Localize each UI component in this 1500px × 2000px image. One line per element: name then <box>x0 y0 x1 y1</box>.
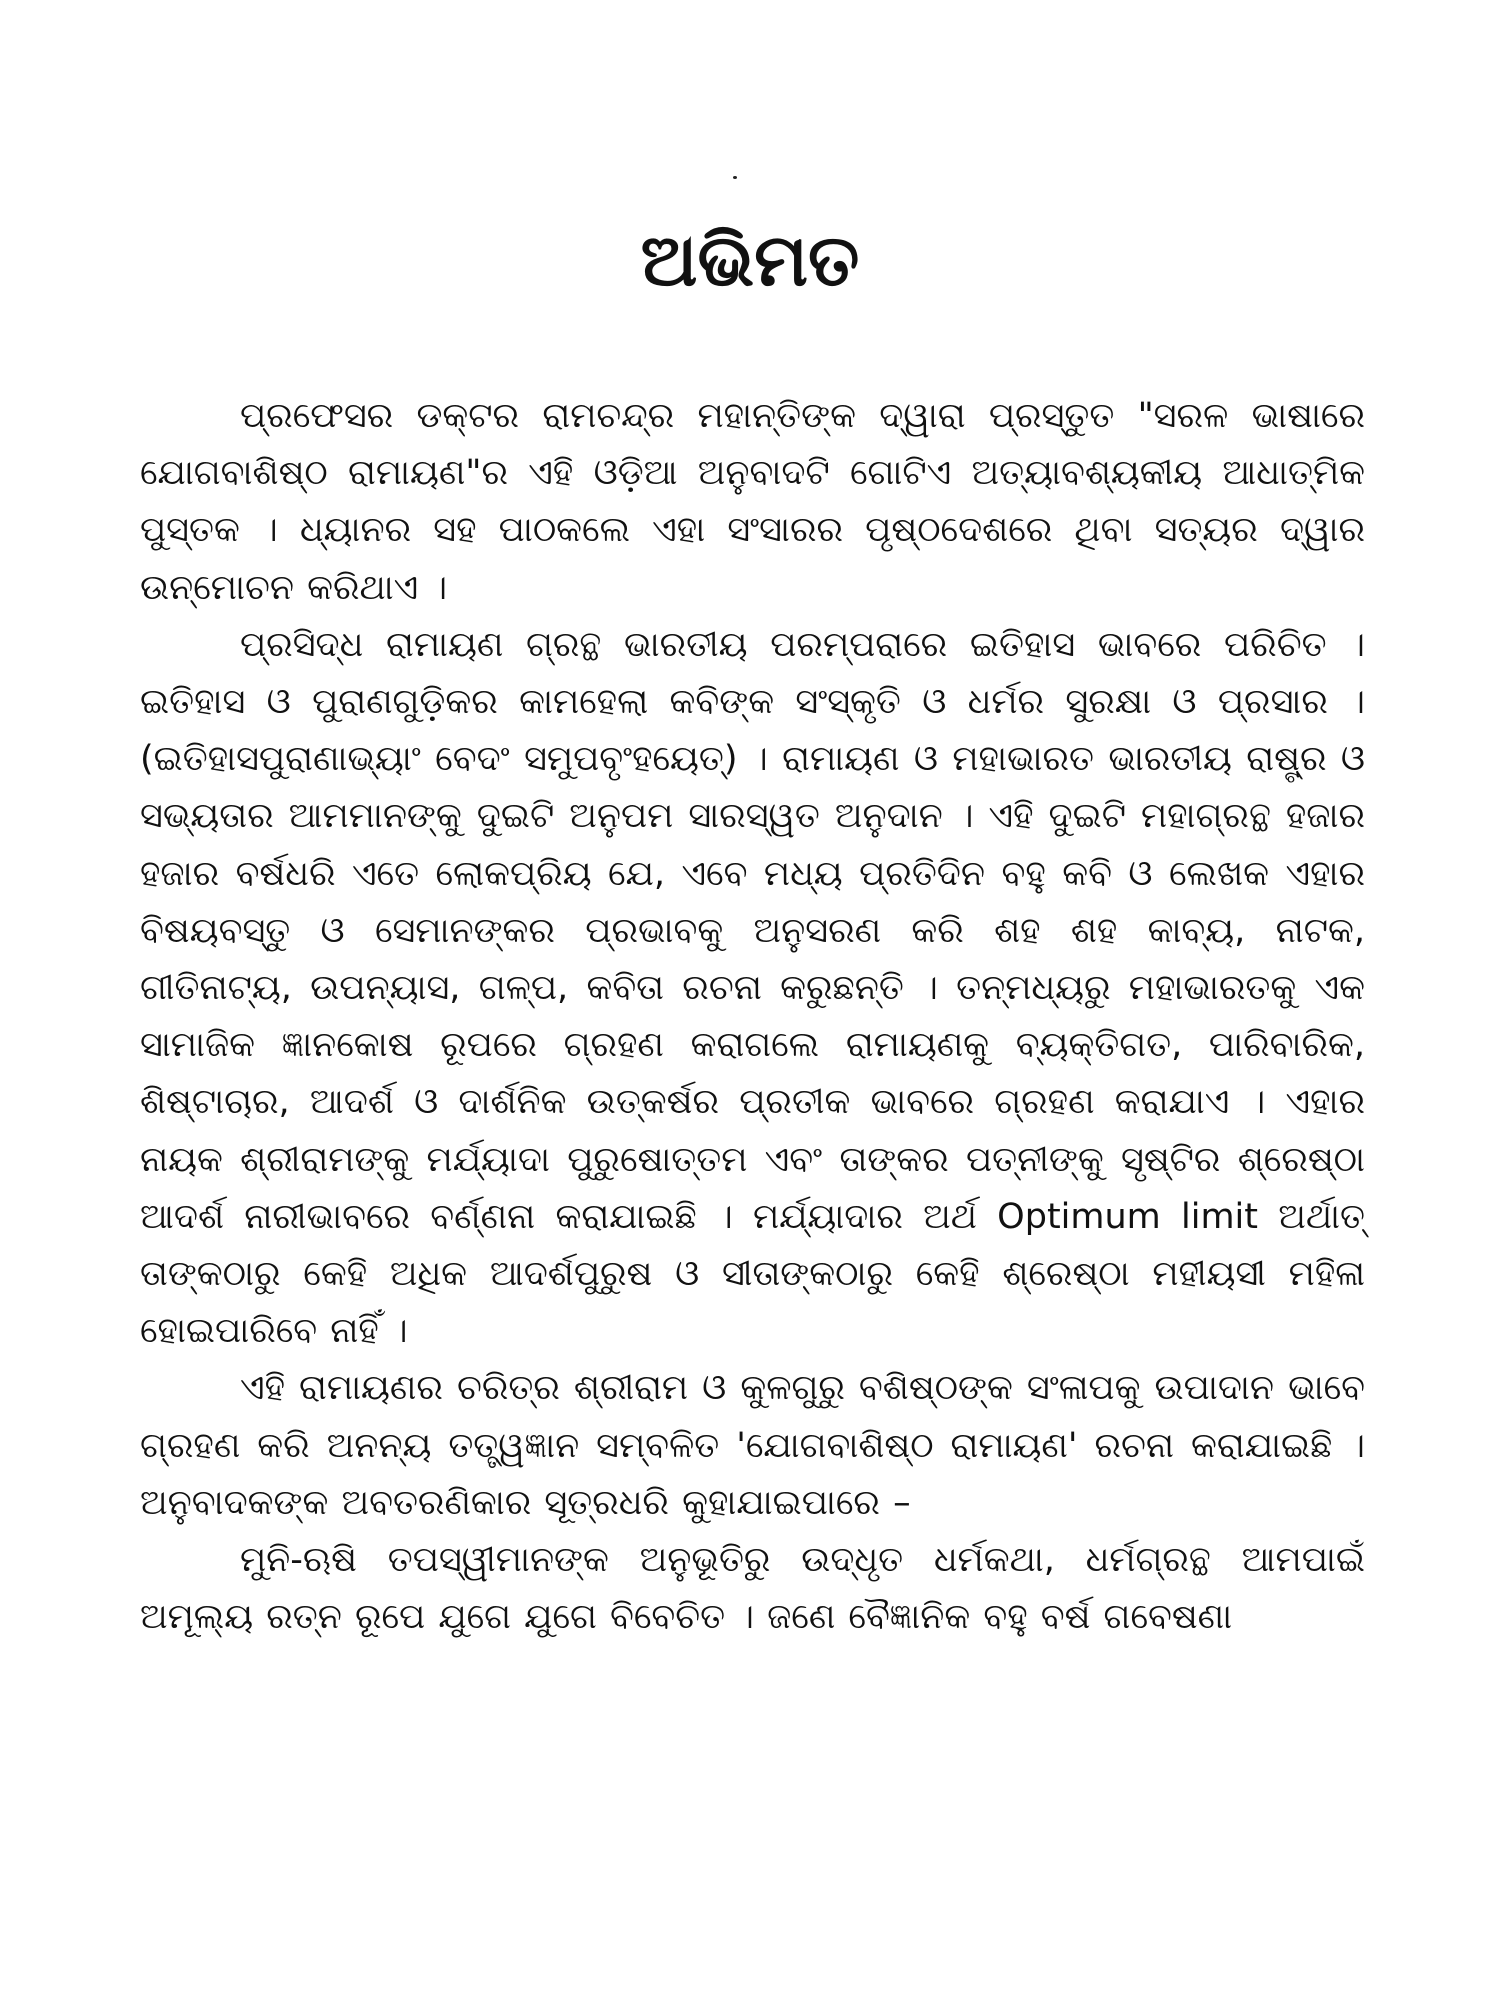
print-speck <box>733 176 737 179</box>
paragraph-1: ପ୍ରଫେସର ଡକ୍ଟର ରାମଚନ୍ଦ୍ର ମହାନ୍ତିଙ୍କ ଦ୍ୱାରା ପ୍ରସ୍ତୁତ "ସରଳ ଭାଷାରେ ଯୋଗବାଶିଷ୍ଠ ରାମାୟଣ"ର ଏହି ଓଡ଼ିଆ ଅନୁବାଦଟି ଗୋଟିଏ ଅତ୍ୟାବଶ୍ୟକୀୟ ଆଧାତ୍ମିକ ପୁସ୍ତକ । ଧ୍ୟାନର ସହ ପାଠକଲେ ଏହା ସଂସାରର ପୃଷ୍ଠଦେଶରେ ଥିବା ସତ୍ୟର ଦ୍ୱାର ଉନ୍ମୋଚନ କରିଥାଏ । <box>140 396 1365 608</box>
paragraph-4: ମୁନି-ଋଷି ତପସ୍ୱୀମାନଙ୍କ ଅନୁଭୂତିରୁ ଉଦ୍ଧୃତ ଧର୍ମକଥା, ଧର୍ମଗ୍ରନ୍ଥ ଆମପାଇଁ ଅମୂଲ୍ୟ ରତ୍ନ ରୂପେ ଯୁଗେ ଯୁଗେ ବିବେଚିତ । ଜଣେ ବୈଜ୍ଞାନିକ ବହୁ ବର୍ଷ ଗବେଷଣା <box>140 1540 1365 1638</box>
paragraph-2: ପ୍ରସିଦ୍ଧ ରାମାୟଣ ଗ୍ରନ୍ଥ ଭାରତୀୟ ପରମ୍ପରାରେ ଇତିହାସ ଭାବରେ ପରିଚିତ । ଇତିହାସ ଓ ପୁରାଣଗୁଡ଼ିକର କାମହେଲା କବିଙ୍କ ସଂସ୍କୃତି ଓ ଧର୍ମର ସୁରକ୍ଷା ଓ ପ୍ରସାର । (ଇତିହାସପୁରାଣାଭ୍ୟାଂ ବେଦଂ ସମୁପବୃଂହୟେତ୍) । ରାମାୟଣ ଓ ମହାଭାରତ ଭାରତୀୟ ରାଷ୍ଟ୍ର ଓ ସଭ୍ୟତାର ଆମମାନଙ୍କୁ ଦୁଇଟି ଅନୁପମ ସାରସ୍ୱତ ଅନୁଦାନ । ଏହି ଦୁଇଟି ମହାଗ୍ରନ୍ଥ ହଜାର ହଜାର ବର୍ଷଧରି ଏତେ ଲୋକପ୍ରିୟ ଯେ, ଏବେ ମଧ୍ୟ ପ୍ରତିଦିନ ବହୁ କବି ଓ ଲେଖକ ଏହାର ବିଷୟବସ୍ତୁ ଓ ସେମାନଙ୍କର ପ୍ରଭାବକୁ ଅନୁସରଣ କରି ଶହ ଶହ କାବ୍ୟ, ନାଟକ, ଗୀତିନାଟ୍ୟ, ଉପନ୍ୟାସ, ଗଳ୍ପ, କବିତା ରଚନା କରୁଛନ୍ତି । ତନ୍ମଧ୍ୟରୁ ମହାଭାରତକୁ ଏକ ସାମାଜିକ ଜ୍ଞାନକୋଷ ରୂପରେ ଗ୍ରହଣ କରାଗଲେ ରାମାୟଣକୁ ବ୍ୟକ୍ତିଗତ, ପାରିବାରିକ, ଶିଷ୍ଟାଚାର, ଆଦର୍ଶ ଓ ଦାର୍ଶନିକ ଉତ୍କର୍ଷର ପ୍ରତୀକ ଭାବରେ ଗ୍ରହଣ କରାଯାଏ । ଏହାର ନାୟକ ଶ୍ରୀରାମଙ୍କୁ ମର୍ଯ୍ୟାଦା ପୁରୁଷୋତ୍ତମ ଏବଂ ତାଙ୍କର ପତ୍ନୀଙ୍କୁ ସୃଷ୍ଟିର ଶ୍ରେଷ୍ଠା ଆଦର୍ଶ ନାରୀଭାବରେ ବର୍ଣ୍ଣନା କରାଯାଇଛି । ମର୍ଯ୍ୟାଦାର ଅର୍ଥ Optimum limit ଅର୍ଥାତ୍ ତାଙ୍କଠାରୁ କେହି ଅଧିକ ଆଦର୍ଶପୁରୁଷ ଓ ସୀତାଙ୍କଠାରୁ କେହି ଶ୍ରେଷ୍ଠା ମହୀୟସୀ ମହିଳା ହୋଇପାରିବେ ନାହିଁ । <box>140 624 1365 1352</box>
page-title: ଅଭିମତ <box>640 218 860 302</box>
page-body <box>140 388 1365 1646</box>
paragraph-3: ଏହି ରାମାୟଣର ଚରିତ୍ର ଶ୍ରୀରାମ ଓ କୁଳଗୁରୁ ବଶିଷ୍ଠଙ୍କ ସଂଳାପକୁ ଉପାଦାନ ଭାବେ ଗ୍ରହଣ କରି ଅନନ୍ୟ ତତ୍ତ୍ୱଜ୍ଞାନ ସମ୍ବଳିତ 'ଯୋଗବାଶିଷ୍ଠ ରାମାୟଣ' ରଚନା କରାଯାଇଛି । ଅନୁବାଦକଙ୍କ ଅବତରଣିକାର ସୂତ୍ରଧରି କୁହାଯାଇପାରେ – <box>140 1368 1365 1523</box>
